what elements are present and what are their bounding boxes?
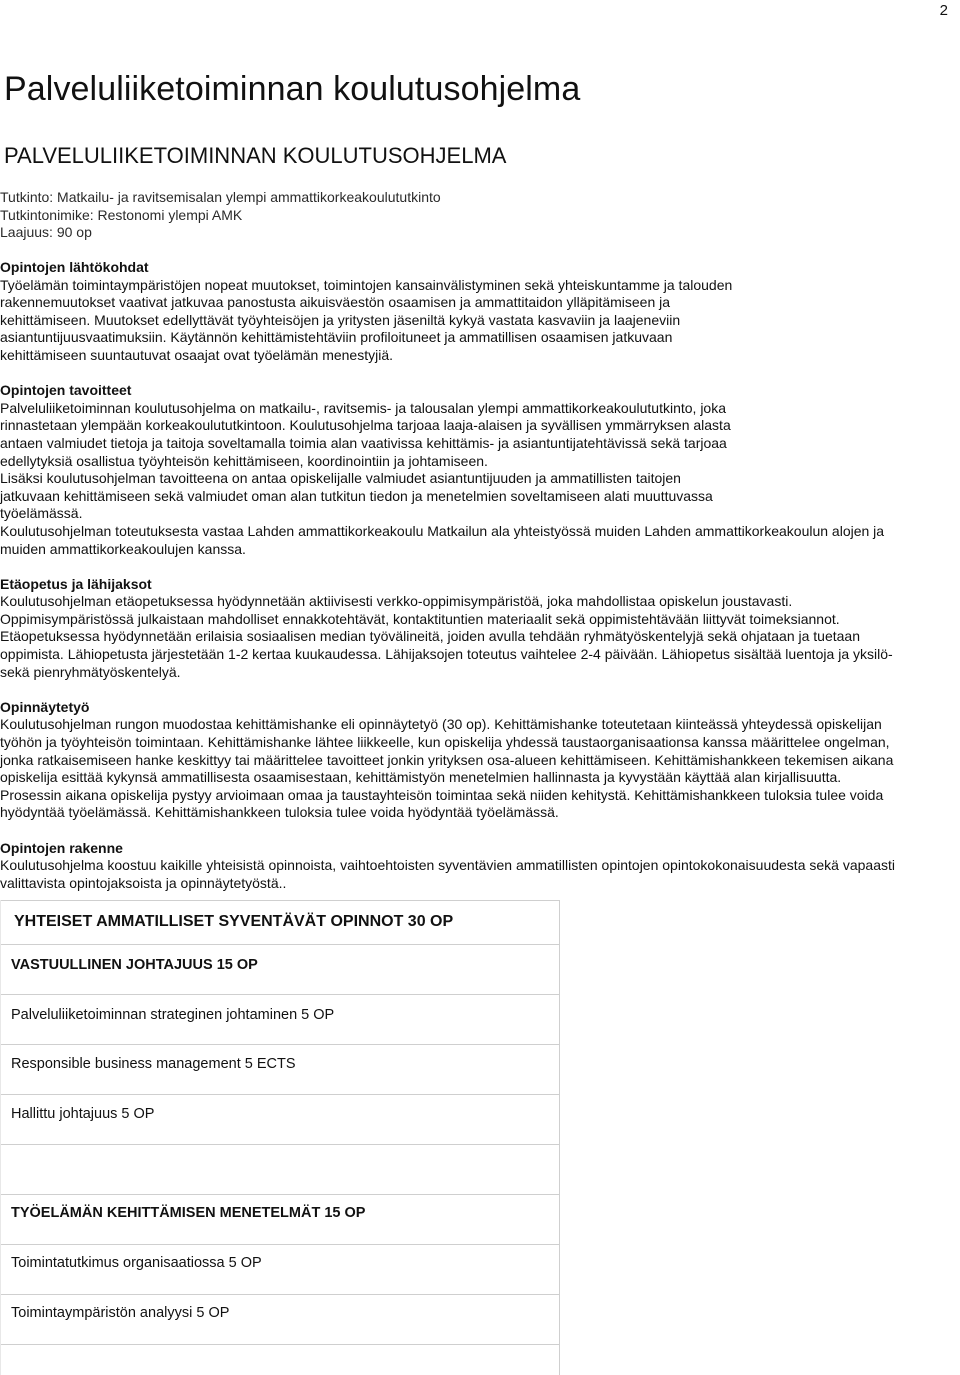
table-header: YHTEISET AMMATILLISET SYVENTÄVÄT OPINNOT 30 OP	[1, 900, 559, 944]
table-row: VASTUULLINEN JOHTAJUUS 15 OP	[1, 944, 559, 994]
course-table	[0, 900, 560, 1375]
section-line: kehittämiseen suuntautuvat osaajat ovat työelämän menestyjiä.	[0, 346, 394, 363]
section-line: Etäopetuksessa hyödynnetään erilaisia sosiaalisen median työvälineitä, joiden avulla tehdään ryhmätyöskentelyjä sekä ohjataan ja tuetaan	[0, 628, 860, 645]
section-line: jatkuvaan kehittämiseen sekä valmiudet oman alan tutkitun tiedon ja menetelmien soveltamiseen alati muuttuvassa	[0, 487, 713, 504]
section-line: Koulutusohjelman toteutuksesta vastaa Lahden ammattikorkeakoulu Matkailun ala yhteistyössä muiden Lahden ammattikorkeakoulun alojen ja	[0, 522, 885, 539]
page-title: Palveluliiketoiminnan koulutusohjelma	[4, 70, 581, 108]
degree-line: Tutkinto: Matkailu- ja ravitsemisalan ylempi ammattikorkeakoulututkinto	[0, 189, 441, 205]
section-heading: Opintojen tavoitteet	[0, 382, 132, 399]
section-line: sekä pienryhmätyöskentelyä.	[0, 663, 181, 680]
section-line: opiskelija esittää kykynsä ammatillisesta osaamisestaan, kehittämistyön menetelmien hallinnasta ja kyvystään käyttää alan kirjallisuutta.	[0, 769, 842, 786]
table-row: TYÖELÄMÄN KEHITTÄMISEN MENETELMÄT 15 OP	[1, 1194, 559, 1244]
section-line: kehittämiseen. Muutokset edellyttävät työyhteisöjen ja yritysten jäseniltä kykyä vastata kasvaviin ja laajeneviin	[0, 311, 681, 328]
section-line: työelämässä.	[0, 505, 83, 522]
section-line: jonka ratkaisemiseen hanke keskittyy tai määrittelee tavoitteet jonkin yrityksen osa-alueen kehittämiseen. Kehittämishankkeen tekemisen aikana	[0, 751, 894, 768]
section-thesis	[0, 699, 960, 822]
table-row: Hallittu johtajuus 5 OP	[1, 1094, 559, 1144]
section-line: Palveluliiketoiminnan koulutusohjelma on matkailu-, ravitsemis- ja talousalan ylempi ammattikorkeakoulututkinto, joka	[0, 399, 727, 416]
section-line: edellytyksiä osallistua työyhteisön kehittämiseen, koordinointiin ja johtamiseen.	[0, 452, 488, 469]
section-line: Koulutusohjelma koostuu kaikille yhteisistä opinnoista, vaihtoehtoisten syventävien ammatillisten opintojen opintokokonaisuudesta sekä vapaasti	[0, 857, 895, 874]
section-line: Oppimisympäristössä julkaistaan mahdolliset ennakkotehtävät, kontaktituntien materiaalit sekä oppimistehtävään liittyvät toimeksiannot.	[0, 610, 840, 627]
section-line: rinnastetaan ylempään korkeakoulututkintoon. Koulutusohjelma tarjoaa laaja-alaisen ja syvällisen ymmärryksen alasta	[0, 417, 731, 434]
document-body	[0, 259, 960, 910]
section-heading: Etäopetus ja lähijaksot	[0, 575, 152, 592]
section-line: Koulutusohjelman rungon muodostaa kehittämishanke eli opinnäytetyö (30 op). Kehittämishanke toteutetaan kiinteässä yhteydessä opiskelijan	[0, 716, 882, 733]
section-line: valittavista opintojaksoista ja opinnäytetyöstä..	[0, 874, 287, 891]
table-row	[1, 1344, 559, 1375]
section-line: muiden ammattikorkeakoulujen kanssa.	[0, 540, 246, 557]
section-line: rakennemuutokset vaativat jatkuvaa panostusta aikuisväestön osaamisen ja ammattitaidon ylläpitämiseen ja	[0, 294, 671, 311]
table-row: Toimintaympäristön analyysi 5 OP	[1, 1294, 559, 1344]
table-row	[1, 1144, 559, 1194]
section-line: antaen valmiudet tietoja ja taitoja soveltamalla toimia alan vaativissa kehittämis- ja asiantuntijatehtävissä sekä tarjoaa	[0, 434, 727, 451]
section-heading: Opinnäytetyö	[0, 698, 90, 715]
section-line: hyödyntää työelämässä. Kehittämishankkeen tuloksia tulee voida hyödyntää työelämässä.	[0, 804, 559, 821]
section-line: Lisäksi koulutusohjelman tavoitteena on antaa opiskelijalle valmiudet asiantuntijuuden ja ammatillisten taitojen	[0, 470, 681, 487]
section-line: oppimista. Lähiopetusta järjestetään 1-2 kertaa kuukaudessa. Lähijaksojen toteutus vaihtelee 2-4 päivään. Lähiopetus sisältää luentoja ja yksilö-	[0, 646, 893, 663]
section-line: työhön ja työyhteisön toimintaan. Kehittämishanke lähtee liikkeelle, kun opiskelija yhdessä taustaorganisaationsa kanssa määrittelee ongelman,	[0, 734, 890, 751]
table-row: Responsible business management 5 ECTS	[1, 1044, 559, 1094]
section-heading: Opintojen rakenne	[0, 839, 123, 856]
section-structure	[0, 840, 960, 893]
section-line: Työelämän toimintaympäristöjen nopeat muutokset, toimintojen kansainvälistyminen sekä yhteiskuntamme ja talouden	[0, 276, 733, 293]
section-line: Koulutusohjelman etäopetuksessa hyödynnetään aktiivisesti verkko-oppimisympäristöä, joka mahdollistaa opiskelun joustavasti.	[0, 593, 793, 610]
table-row: Toimintatutkimus organisaatiossa 5 OP	[1, 1244, 559, 1294]
degree-info	[0, 189, 441, 242]
scope-line: Laajuus: 90 op	[0, 224, 92, 240]
section-objectives	[0, 382, 960, 558]
section-line: asiantuntijuusvaatimuksiin. Käytännön kehittämistehtäviin profiloituneet ja ammatillisen osaamisen jatkuvaan	[0, 329, 673, 346]
table-row: Palveluliiketoiminnan strateginen johtaminen 5 OP	[1, 994, 559, 1044]
section-line: Prosessin aikana opiskelija pystyy arvioimaan omaa ja taustayhteisön toimintaa sekä niiden kehitystä. Kehittämishankkeen tuloksia tulee voida	[0, 786, 884, 803]
degree-title-line: Tutkintonimike: Restonomi ylempi AMK	[0, 206, 243, 223]
section-distance-learning	[0, 576, 960, 682]
program-title: PALVELULIIKETOIMINNAN KOULUTUSOHJELMA	[4, 143, 507, 168]
page-number: 2	[939, 2, 948, 19]
section-heading: Opintojen lähtökohdat	[0, 259, 149, 275]
section-starting-points	[0, 259, 960, 365]
